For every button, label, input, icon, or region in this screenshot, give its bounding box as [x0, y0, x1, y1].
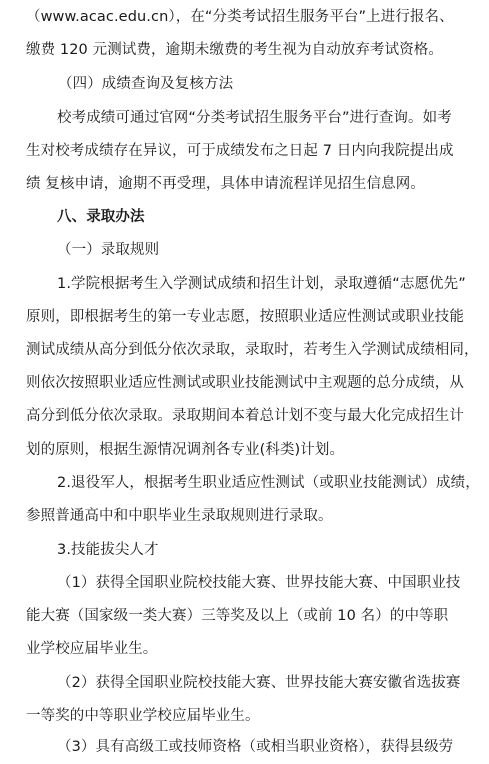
text-line-22: 一等奖的中等职业学校应届毕业生。 — [26, 708, 260, 724]
section-heading-admission: 八、录取办法 — [57, 209, 145, 225]
text-line-19: 能大赛（国家级一类大赛）三等奖及以上（或前 10 名）的中等职 — [26, 608, 449, 624]
text-line-2: 缴费 120 元测试费，逾期未缴费的考生视为自动放弃考试资格。 — [26, 42, 443, 58]
text-line-17: 3.技能拔尖人才 — [57, 542, 159, 558]
text-line-21: （2）获得全国职业院校技能大赛、世界技能大赛安徽省选拔赛 — [57, 675, 461, 691]
text-line-12: 则依次按照职业适应性测试或职业技能测试中主观题的总分成绩，从 — [26, 375, 464, 391]
subsection-heading-score-query: （四）成绩查询及复核方法 — [58, 76, 234, 92]
text-line-1: （www.acac.edu.cn），在“分类考试招生服务平台”上进行报名、 — [26, 9, 454, 25]
text-line-4: 校考成绩可通过官网“分类考试招生服务平台”进行查询。如考 — [57, 110, 452, 126]
text-line-10: 原则，即根据考生的第一专业志愿，按照职业适应性测试或职业技能 — [26, 309, 464, 325]
text-line-20: 业学校应届毕业生。 — [26, 641, 158, 657]
text-line-14: 划的原则，根据生源情况调剂各专业(科类)计划。 — [26, 442, 345, 458]
text-line-23: （3）具有高级工或技师资格（或相当职业资格），获得县级劳 — [57, 739, 454, 755]
text-line-16: 参照普通高中和中职毕业生录取规则进行录取。 — [26, 508, 333, 524]
text-line-15: 2.退役军人，根据考生职业适应性测试（或职业技能测试）成绩， — [57, 475, 480, 491]
text-line-9: 1.学院根据考生入学测试成绩和招生计划，录取遵循“志愿优先” — [57, 276, 466, 292]
text-line-5: 生对校考成绩存在异议，可于成绩发布之日起 7 日内向我院提出成 — [26, 143, 454, 159]
text-line-11: 测试成绩从高分到低分依次录取，录取时，若考生入学测试成绩相同， — [26, 342, 479, 358]
text-line-6: 绩 复核申请，逾期不再受理，具体申请流程详见招生信息网。 — [26, 176, 425, 192]
text-line-13: 高分到低分依次录取。录取期间本着总计划不变与最大化完成招生计 — [26, 408, 464, 424]
text-line-18: （1）获得全国职业院校技能大赛、世界技能大赛、中国职业技 — [57, 575, 461, 591]
subsection-heading-rules: （一）录取规则 — [57, 242, 160, 258]
